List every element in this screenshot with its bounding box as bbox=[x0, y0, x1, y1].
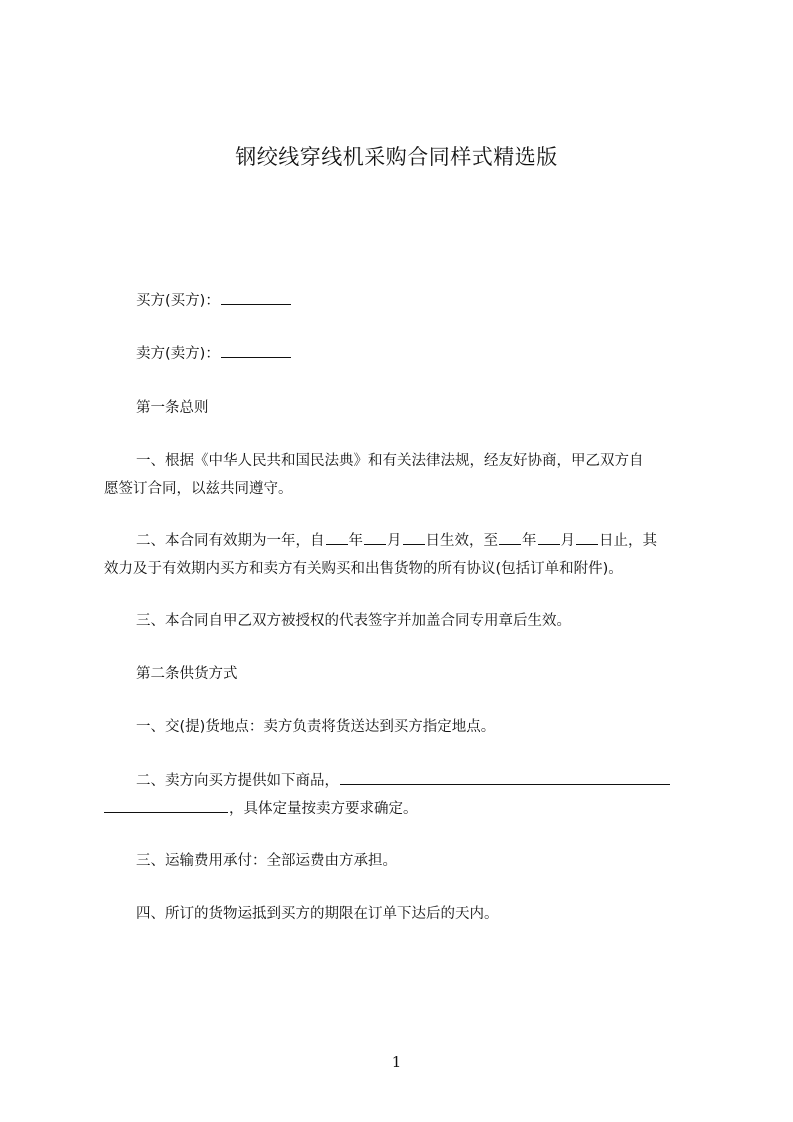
start-day-blank[interactable] bbox=[403, 527, 425, 545]
item2-end-year-label: 年 bbox=[522, 533, 537, 549]
page-number: 1 bbox=[391, 1053, 402, 1071]
start-year-blank[interactable] bbox=[326, 527, 348, 545]
end-month-blank[interactable] bbox=[538, 527, 560, 545]
end-day-blank[interactable] bbox=[576, 527, 598, 545]
buyer-line bbox=[104, 286, 736, 316]
seller-blank[interactable] bbox=[221, 340, 291, 358]
section2-item2-line2 bbox=[104, 794, 704, 824]
section1-item2-line2: 效力及于有效期内买方和卖方有关购买和出售货物的所有协议(包括订单和附件)。 bbox=[104, 561, 623, 577]
section2-item2-line1 bbox=[104, 766, 736, 796]
goods-blank-1[interactable] bbox=[340, 767, 670, 785]
item2-year-label: 年 bbox=[348, 533, 363, 549]
section1-item3: 三、本合同自甲乙双方被授权的代表签字并加盖合同专用章后生效。 bbox=[136, 613, 571, 629]
section2-heading: 第二条供货方式 bbox=[136, 666, 238, 682]
item2-month-label: 月 bbox=[387, 533, 402, 549]
section1-heading: 第一条总则 bbox=[136, 400, 209, 416]
section1-item2-line1 bbox=[104, 526, 736, 556]
item2-text-from: 二、本合同有效期为一年，自 bbox=[136, 533, 325, 549]
goods-blank-2[interactable] bbox=[104, 795, 228, 813]
goods-intro: 二、卖方向买方提供如下商品， bbox=[136, 773, 339, 789]
section1-item1-line2: 愿签订合同，以兹共同遵守。 bbox=[104, 481, 293, 497]
section2-item3: 三、运输费用承付：全部运费由方承担。 bbox=[136, 853, 397, 869]
start-month-blank[interactable] bbox=[364, 527, 386, 545]
section1-item1-line1: 一、根据《中华人民共和国民法典》和有关法律法规，经友好协商，甲乙双方自 bbox=[136, 453, 644, 469]
item2-text-effective: 日生效，至 bbox=[425, 533, 498, 549]
goods-quantity-text: ，具体定量按卖方要求确定。 bbox=[229, 801, 418, 817]
contract-title: 钢绞线穿线机采购合同样式精选版 bbox=[235, 145, 558, 169]
seller-line bbox=[104, 339, 736, 369]
end-year-blank[interactable] bbox=[499, 527, 521, 545]
section2-item1: 一、交(提)货地点：卖方负责将货送达到买方指定地点。 bbox=[136, 719, 496, 735]
buyer-label: 买方(买方)： bbox=[136, 293, 220, 309]
seller-label: 卖方(卖方)： bbox=[136, 346, 220, 362]
item2-end-month-label: 月 bbox=[560, 533, 575, 549]
buyer-blank[interactable] bbox=[221, 287, 291, 305]
item2-text-until: 日止，其 bbox=[599, 533, 657, 549]
section2-item4: 四、所订的货物运抵到买方的期限在订单下达后的天内。 bbox=[136, 906, 499, 922]
